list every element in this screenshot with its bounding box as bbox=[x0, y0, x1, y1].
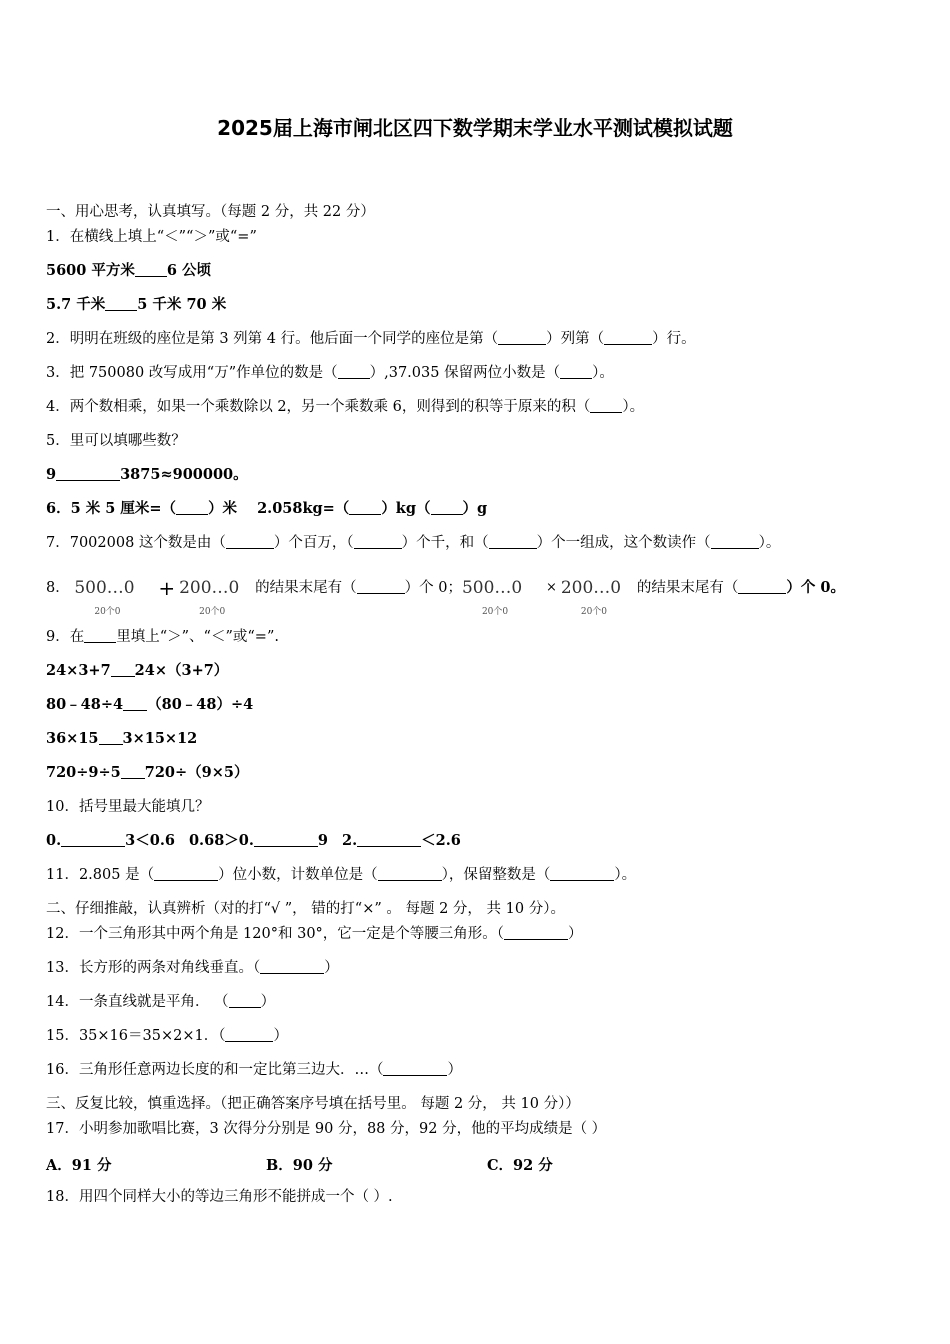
q11-text-a: 11．2.805 是（ bbox=[46, 867, 155, 883]
answer-blank[interactable] bbox=[176, 500, 208, 515]
question-8 bbox=[46, 568, 845, 617]
question-4 bbox=[46, 398, 644, 416]
question-9 bbox=[46, 628, 279, 646]
q9a-left: 24×3+7 bbox=[46, 662, 111, 679]
q6-text-d: ）kg（ bbox=[381, 500, 431, 517]
question-1: 1．在横线上填上“＜”“＞”或“=” bbox=[46, 229, 257, 245]
q7-text-e: ）。 bbox=[758, 535, 781, 551]
q10a-text-f: ＜2.6 bbox=[421, 832, 461, 849]
q3-text-c: ）。 bbox=[592, 365, 614, 381]
fraction-200-zeros: 200…0 20个0 bbox=[179, 578, 240, 617]
q11-text-d: ）。 bbox=[614, 867, 637, 883]
option-c[interactable]: C．92 分 bbox=[487, 1157, 553, 1174]
q15-text-a: 15．35×16＝35×2×1．（ bbox=[46, 1028, 226, 1044]
q9d-right: 720÷（9×5） bbox=[144, 764, 249, 781]
answer-blank[interactable] bbox=[61, 832, 125, 847]
q6-text-b: ）米 bbox=[208, 500, 238, 517]
question-2 bbox=[46, 330, 696, 348]
q8-text-mid: 的结果末尾有（ bbox=[255, 580, 357, 596]
fraction-200-zeros: 200…0 20个0 bbox=[560, 578, 622, 617]
answer-blank[interactable] bbox=[56, 466, 120, 481]
fraction-500-zeros: 500…0 20个0 bbox=[74, 578, 135, 617]
q7-text-a: 7．7002008 这个数是由（ bbox=[46, 535, 226, 551]
q6-text-c: 2.058kg=（ bbox=[257, 500, 350, 517]
answer-blank[interactable] bbox=[111, 662, 135, 677]
answer-blank[interactable] bbox=[504, 925, 568, 940]
q12-text-a: 12．一个三角形其中两个角是 120°和 30°，它一定是个等腰三角形。（ bbox=[46, 926, 505, 942]
question-18: 18．用四个同样大小的等边三角形不能拼成一个（ ）. bbox=[46, 1189, 393, 1205]
answer-blank[interactable] bbox=[498, 330, 546, 345]
question-13 bbox=[46, 959, 339, 977]
answer-blank[interactable] bbox=[489, 534, 537, 549]
plus-operator: + bbox=[158, 576, 176, 600]
question-15 bbox=[46, 1027, 288, 1045]
q10a-text-a: 0. bbox=[46, 832, 62, 849]
section-3-heading: 三、反复比较，慎重选择。（把正确答案序号填在括号里。 每题 2 分， 共 10 分）） bbox=[46, 1096, 580, 1112]
q10a-text-c: 0.68＞0. bbox=[188, 832, 254, 849]
question-7 bbox=[46, 534, 780, 552]
answer-blank[interactable] bbox=[84, 628, 116, 643]
q2-text-a: 2．明明在班级的座位是第 3 列第 4 行。他后面一个同学的座位是第（ bbox=[46, 331, 499, 347]
question-12 bbox=[46, 925, 583, 943]
option-a[interactable]: A．91 分 bbox=[46, 1157, 112, 1174]
q13-text-b: ） bbox=[324, 960, 339, 976]
q9b-right: （80﹣48）÷4 bbox=[147, 696, 254, 713]
answer-blank[interactable] bbox=[105, 296, 137, 311]
answer-blank[interactable] bbox=[229, 993, 261, 1008]
answer-blank[interactable] bbox=[99, 730, 123, 745]
question-9d bbox=[46, 764, 249, 782]
answer-blank[interactable] bbox=[383, 1061, 447, 1076]
q1b-right: 5 千米 70 米 bbox=[137, 296, 227, 313]
answer-blank[interactable] bbox=[349, 500, 381, 515]
question-14 bbox=[46, 993, 275, 1011]
q5a-right: 3875≈900000。 bbox=[120, 466, 248, 483]
answer-blank[interactable] bbox=[123, 696, 147, 711]
q8-text-mid2: ）个 0； bbox=[404, 580, 462, 596]
q4-text-b: ）。 bbox=[622, 399, 645, 415]
q3-text-a: 3．把 750080 改写成用“万”作单位的数是（ bbox=[46, 365, 338, 381]
q7-text-c: ）个千，和（ bbox=[401, 535, 489, 551]
section-2-heading: 二、仔细推敲，认真辨析（对的打“√ ”， 错的打“×” 。 每题 2 分， 共 10 分）。 bbox=[46, 901, 565, 917]
question-10a bbox=[46, 832, 461, 850]
section-1-heading: 一、用心思考，认真填写。（每题 2 分，共 22 分） bbox=[46, 204, 375, 220]
q8-number: 8． bbox=[46, 580, 70, 596]
answer-blank[interactable] bbox=[560, 364, 592, 379]
q3-text-b: ）,37.035 保留两位小数是（ bbox=[369, 365, 561, 381]
answer-blank[interactable] bbox=[154, 866, 218, 881]
option-b[interactable]: B．90 分 bbox=[266, 1157, 333, 1174]
q10a-text-e: 2. bbox=[342, 832, 358, 849]
answer-blank[interactable] bbox=[225, 1027, 273, 1042]
q1a-right: 6 公顷 bbox=[166, 262, 212, 279]
page-title: 2025届上海市闸北区四下数学期末学业水平测试模拟试题 bbox=[217, 116, 733, 140]
answer-blank[interactable] bbox=[226, 534, 274, 549]
question-11 bbox=[46, 866, 636, 884]
q9a-right: 24×（3+7） bbox=[134, 662, 229, 679]
q2-text-c: ）行。 bbox=[652, 331, 696, 347]
q6-text-e: ）g bbox=[462, 500, 488, 517]
answer-blank[interactable] bbox=[354, 534, 402, 549]
q15-text-b: ） bbox=[273, 1028, 288, 1044]
q9-text-a: 9．在 bbox=[46, 629, 85, 645]
q11-text-b: ）位小数，计数单位是（ bbox=[218, 867, 378, 883]
answer-blank[interactable] bbox=[431, 500, 463, 515]
answer-blank[interactable] bbox=[260, 959, 324, 974]
q16-text-a: 16．三角形任意两边长度的和一定比第三边大．…（ bbox=[46, 1062, 384, 1078]
answer-blank[interactable] bbox=[357, 832, 421, 847]
question-9b bbox=[46, 696, 253, 714]
q9c-left: 36×15 bbox=[46, 730, 99, 747]
q9d-left: 720÷9÷5 bbox=[46, 764, 121, 781]
q12-text-b: ） bbox=[568, 926, 583, 942]
question-1a bbox=[46, 262, 211, 280]
question-5a bbox=[46, 466, 248, 484]
answer-blank[interactable] bbox=[738, 579, 786, 594]
q2-text-b: ）列第（ bbox=[546, 331, 605, 347]
fraction-500-zeros: 500…0 20个0 bbox=[461, 578, 523, 617]
question-9c bbox=[46, 730, 197, 748]
q1a-left: 5600 平方米 bbox=[46, 262, 135, 279]
answer-blank[interactable] bbox=[338, 364, 370, 379]
answer-blank[interactable] bbox=[357, 579, 405, 594]
q5a-left: 9 bbox=[46, 466, 57, 483]
question-5: 5．里可以填哪些数？ bbox=[46, 433, 186, 449]
q7-text-d: ）个一组成，这个数读作（ bbox=[536, 535, 711, 551]
q6-text-a: 6．5 米 5 厘米=（ bbox=[46, 500, 177, 517]
answer-blank[interactable] bbox=[550, 866, 614, 881]
question-6 bbox=[46, 500, 487, 518]
q14-text-b: ） bbox=[260, 994, 276, 1010]
q14-text-a: 14．一条直线就是平角． （ bbox=[46, 994, 229, 1010]
question-9a bbox=[46, 662, 228, 680]
q7-text-b: ）个百万，（ bbox=[273, 535, 354, 551]
q9-text-b: 里填上“＞”、“＜”或“=”. bbox=[116, 629, 279, 645]
answer-blank[interactable] bbox=[254, 832, 318, 847]
q11-text-c: ），保留整数是（ bbox=[441, 867, 551, 883]
q9c-right: 3×15×12 bbox=[122, 730, 198, 747]
answer-blank[interactable] bbox=[711, 534, 759, 549]
q4-text-a: 4．两个数相乘，如果一个乘数除以 2，另一个乘数乘 6，则得到的积等于原来的积（ bbox=[46, 399, 591, 415]
question-10: 10．括号里最大能填几？ bbox=[46, 799, 210, 815]
q9b-left: 80﹣48÷4 bbox=[46, 696, 124, 713]
answer-blank[interactable] bbox=[378, 866, 442, 881]
question-3 bbox=[46, 364, 614, 382]
answer-blank[interactable] bbox=[590, 398, 622, 413]
question-17: 17．小明参加歌唱比赛，3 次得分分别是 90 分，88 分，92 分，他的平均成绩是（ ） bbox=[46, 1121, 607, 1137]
answer-blank[interactable] bbox=[604, 330, 652, 345]
q13-text-a: 13．长方形的两条对角线垂直。（ bbox=[46, 960, 261, 976]
q10a-text-d: 9 bbox=[317, 832, 329, 849]
answer-blank[interactable] bbox=[121, 764, 145, 779]
question-16 bbox=[46, 1061, 462, 1079]
q10a-text-b: 3＜0.6 bbox=[125, 832, 175, 849]
q1b-left: 5.7 千米 bbox=[46, 296, 106, 313]
answer-blank[interactable] bbox=[135, 262, 167, 277]
question-1b bbox=[46, 296, 226, 314]
times-operator: × bbox=[545, 580, 557, 595]
q16-text-b: ） bbox=[447, 1062, 462, 1078]
q8-text-end2: ）个 0。 bbox=[786, 579, 845, 596]
q8-text-end: 的结果末尾有（ bbox=[636, 580, 739, 596]
